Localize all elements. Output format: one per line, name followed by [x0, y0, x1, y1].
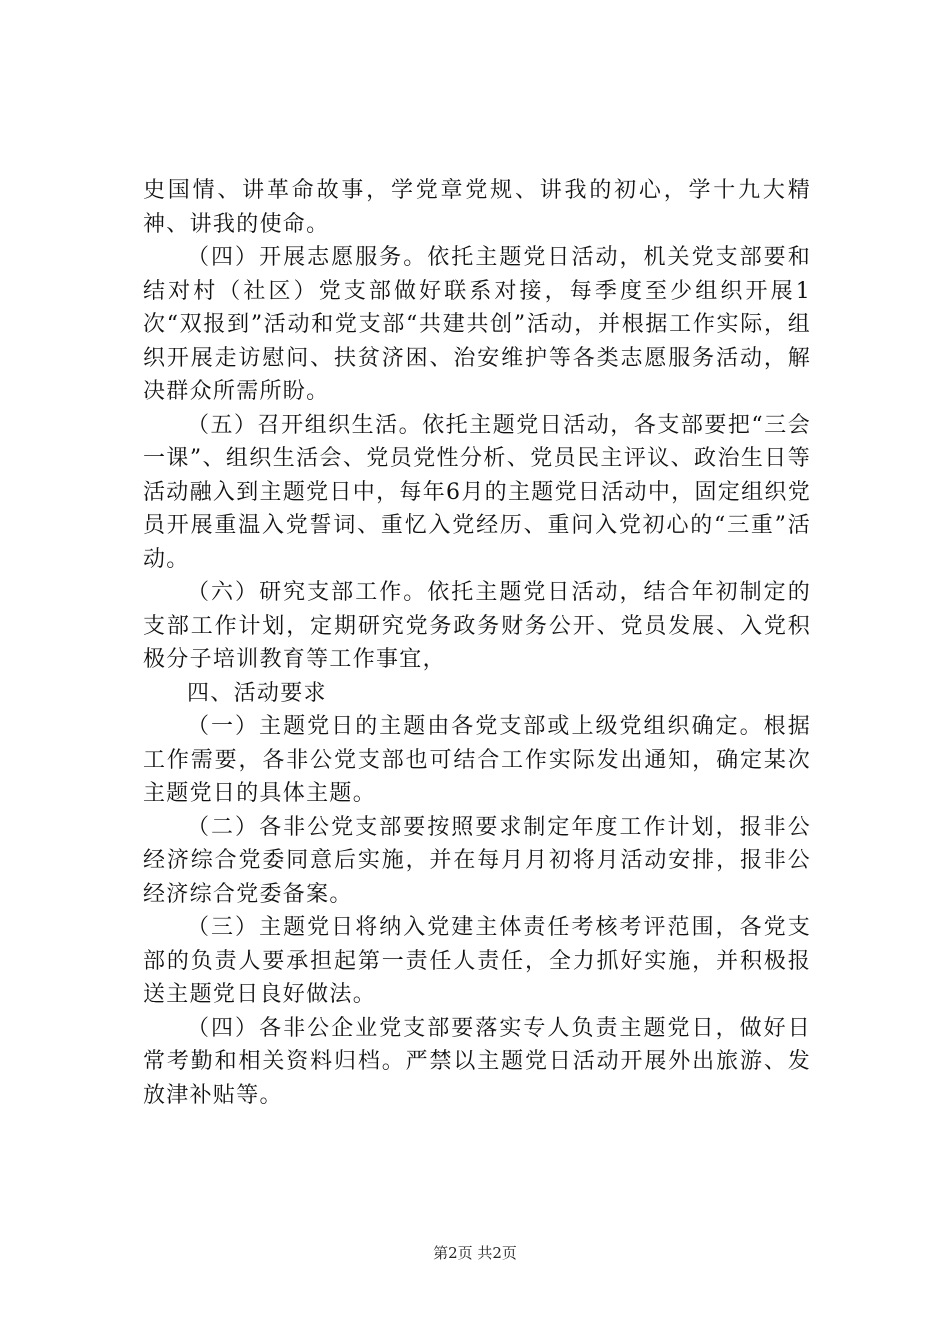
document-body [143, 174, 811, 1112]
section-heading-requirements: 四、活动要求 [187, 680, 327, 706]
paragraph-requirement-4: （四）各非公企业党支部要落实专人负责主题党日，做好日常考勤和相关资料归档。严禁以主题党日活动开展外出旅游、发放津补贴等。 [143, 1015, 811, 1108]
paragraph-requirement-3: （三）主题党日将纳入党建主体责任考核考评范围，各党支部的负责人要承担起第一责任人责任，全力抓好实施，并积极报送主题党日良好做法。 [143, 915, 811, 1007]
paragraph-requirement-1: （一）主题党日的主题由各党支部或上级党组织确定。根据工作需要，各非公党支部也可结合工作实际发出通知，确定某次主题党日的具体主题。 [143, 714, 811, 806]
paragraph-continuation: 史国情、讲革命故事，学党章党规、讲我的初心，学十九大精神、讲我的使命。 [143, 178, 811, 237]
paragraph-branch-work: （六）研究支部工作。依托主题党日活动，结合年初制定的支部工作计划，定期研究党务政务财务公开、党员发展、入党积极分子培训教育等工作事宜， [143, 580, 811, 672]
page-footer: 第2页 共2页 [433, 1244, 517, 1262]
paragraph-volunteer-service: （四）开展志愿服务。依托主题党日活动，机关党支部要和结对村（社区）党支部做好联系对接，每季度至少组织开展1次“双报到”活动和党支部“共建共创”活动，并根据工作实际，组织开展走访慰问、扶贫济困、治安维护等各类志愿服务活动，解决群众所需所盼。 [143, 245, 811, 404]
paragraph-requirement-2: （二）各非公党支部要按照要求制定年度工作计划，报非公经济综合党委同意后实施，并在每月月初将月活动安排，报非公经济综合党委备案。 [143, 814, 811, 907]
paragraph-organization-life: （五）召开组织生活。依托主题党日活动，各支部要把“三会一课”、组织生活会、党员党性分析、党员民主评议、政治生日等活动融入到主题党日中，每年6月的主题党日活动中，固定组织党员开展重温入党誓词、重忆入党经历、重问入党初心的“三重”活动。 [143, 412, 811, 572]
